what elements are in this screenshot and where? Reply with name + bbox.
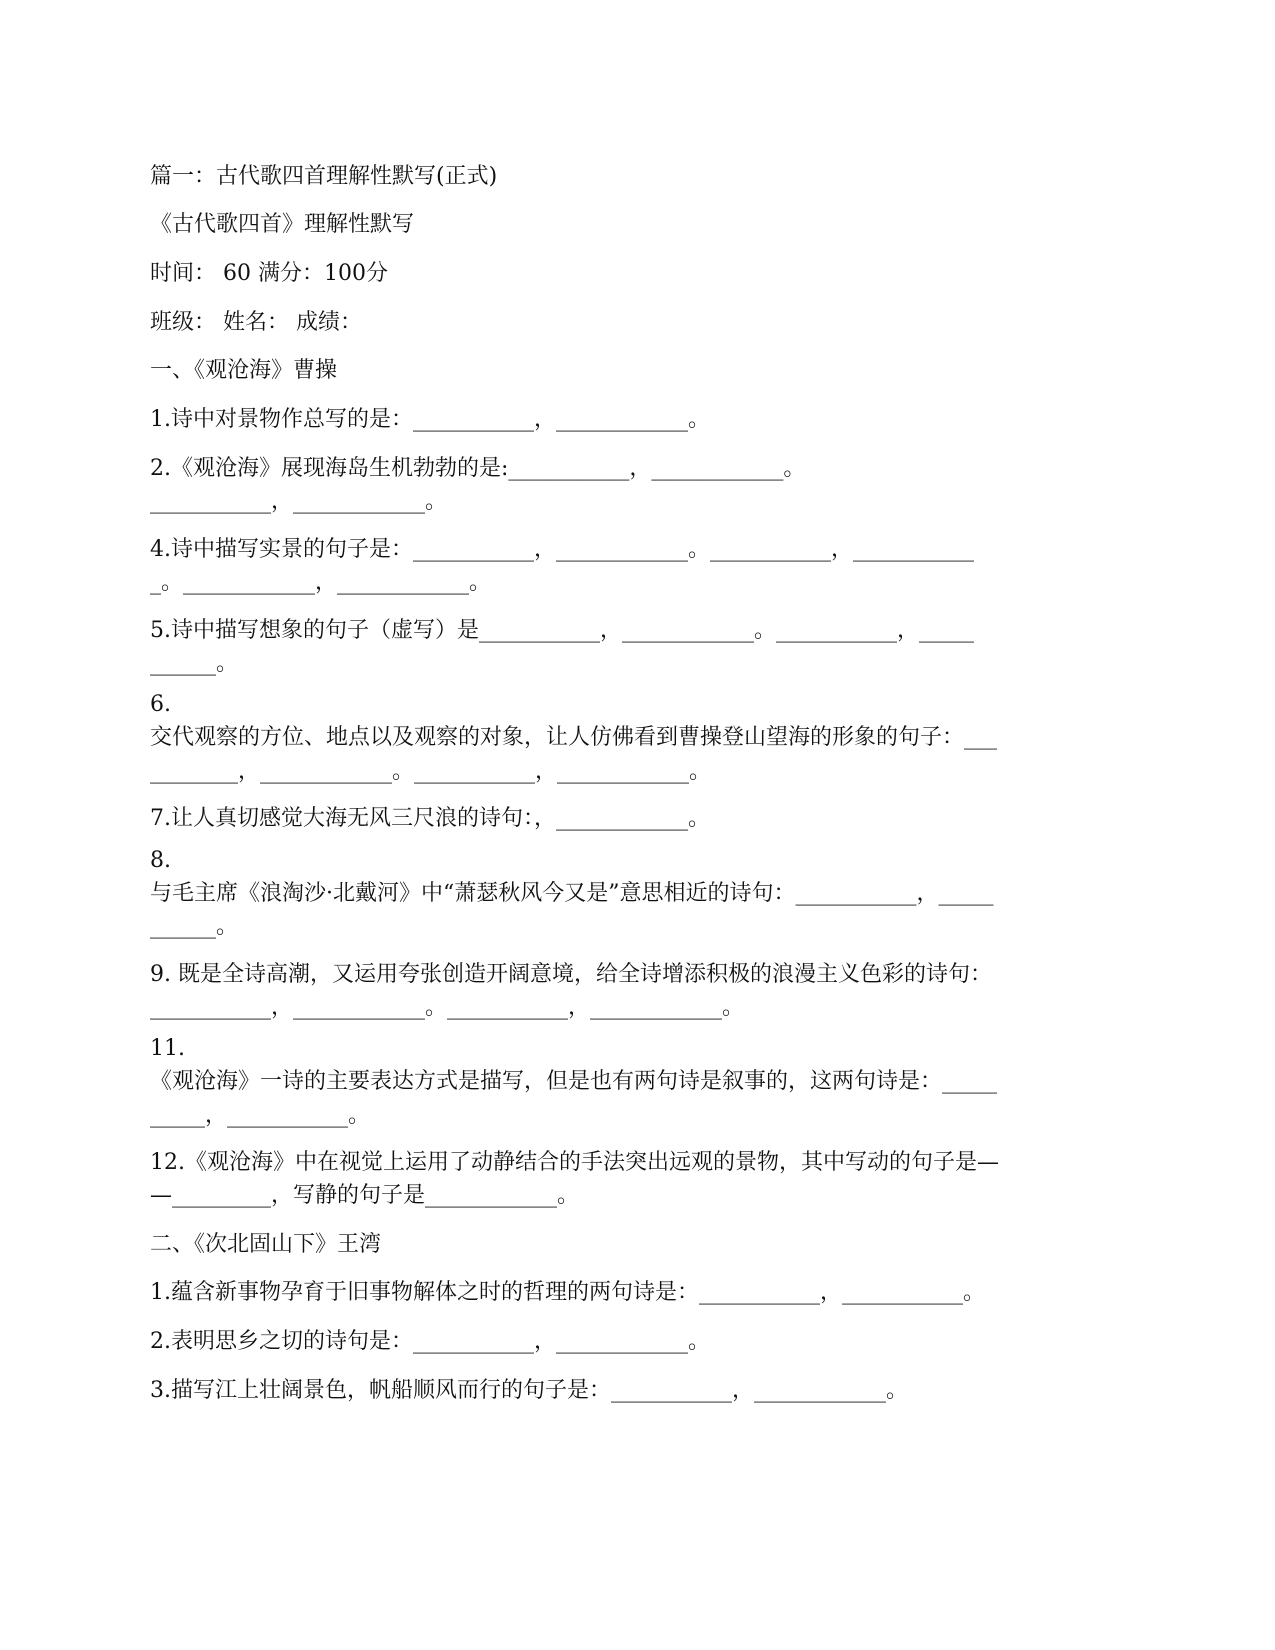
question-11-line-1: 《观沧海》一诗的主要表达方式是描写，但是也有两句诗是叙事的，这两句诗是：_____ [150, 1069, 998, 1094]
question-2-line-1: 2.《观沧海》展现海岛生机勃勃的是:___________，____________。 [150, 456, 806, 481]
question-7: 7.让人真切感觉大海无风三尺浪的诗句：，____________。 [150, 806, 710, 831]
question-6-line-2: ________，____________。___________，____________。 [150, 759, 712, 784]
section-2-question-3: 3.描写江上壮阔景色，帆船顺风而行的句子是：___________，____________。 [150, 1378, 908, 1403]
question-5-line-2: ______。 [150, 651, 239, 676]
section-heading-cibeigushanxia: 二、《次北固山下》王湾 [150, 1232, 382, 1257]
document-title: 篇一：古代歌四首理解性默写(正式) [150, 164, 498, 189]
section-2-question-1: 1.蕴含新事物孕育于旧事物解体之时的哲理的两句诗是：___________，___________。 [150, 1280, 985, 1305]
question-12-line-1: 12.《观沧海》中在视觉上运用了动静结合的手法突出远观的景物，其中写动的句子是— [150, 1150, 999, 1175]
question-6-line-1: 交代观察的方位、地点以及观察的对象，让人仿佛看到曹操登山望海的形象的句子：___ [150, 725, 998, 750]
question-8-number: 8. [150, 848, 171, 873]
time-score-line: 时间： 60 满分：100分 [150, 261, 388, 286]
question-11-line-2: _____，___________。 [150, 1103, 371, 1128]
question-11-number: 11. [150, 1036, 185, 1061]
question-12-line-2: —_________，写静的句子是____________。 [150, 1183, 580, 1208]
section-2-question-2: 2.表明思乡之切的诗句是：___________，____________。 [150, 1329, 710, 1354]
section-heading-guancanghai: 一、《观沧海》曹操 [150, 358, 338, 383]
question-9-line-2: ___________，____________。___________，____________。 [150, 995, 745, 1020]
question-6-number: 6. [150, 692, 171, 717]
document-subtitle: 《古代歌四首》理解性默写 [150, 212, 415, 237]
question-2-line-2: ___________，____________。 [150, 489, 448, 514]
question-4-line-1: 4.诗中描写实景的句子是：___________，____________。___________，___________ [150, 537, 974, 562]
student-info-line: 班级： 姓名： 成绩： [150, 310, 362, 335]
question-1: 1.诗中对景物作总写的是：___________，____________。 [150, 407, 710, 432]
question-9-line-1: 9. 既是全诗高潮，又运用夸张创造开阔意境，给全诗增添积极的浪漫主义色彩的诗句： [150, 962, 992, 987]
question-4-line-2: _。____________，____________。 [150, 570, 492, 595]
question-8-line-2: ______。 [150, 914, 239, 939]
question-8-line-1: 与毛主席《浪淘沙·北戴河》中“萧瑟秋风今又是”意思相近的诗句：___________，_____ [150, 881, 994, 906]
question-5-line-1: 5.诗中描写想象的句子（虚写）是___________，____________。___________，_____ [150, 618, 974, 643]
